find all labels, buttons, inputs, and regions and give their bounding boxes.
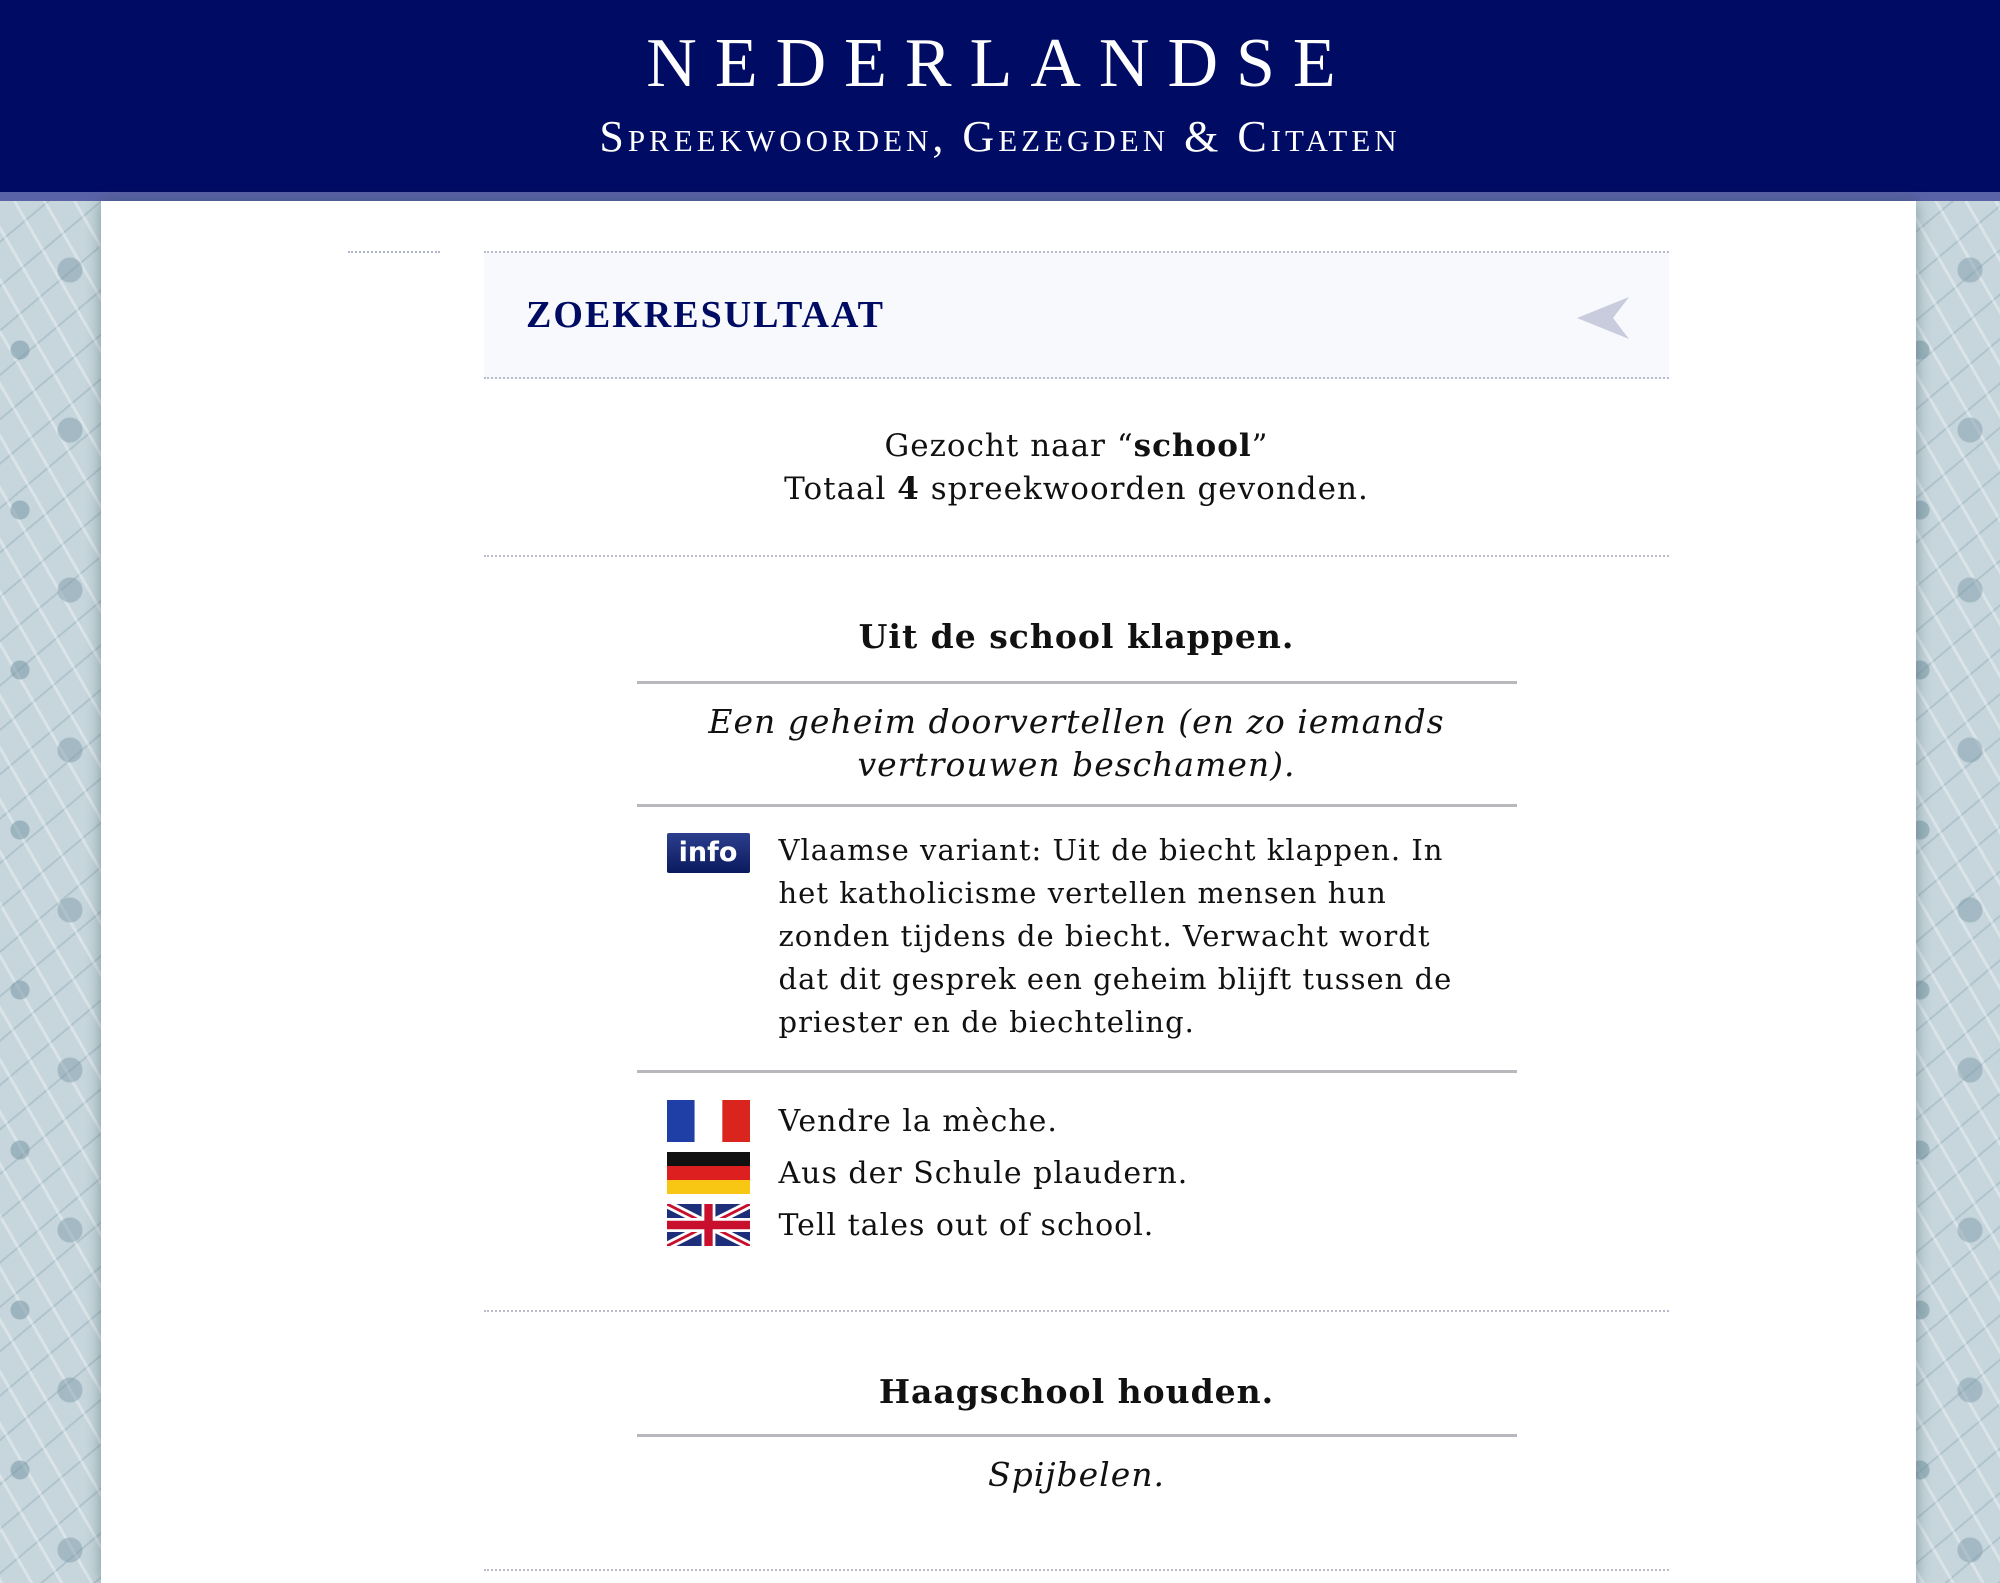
result-header [484,251,1669,379]
info-icon: info [667,833,750,873]
result-count: 4 [897,471,920,507]
proverb-meaning: Spijbelen. [988,1455,1165,1494]
translation-row [667,1147,1487,1199]
page-title: ZOEKRESULTAAT [526,294,885,336]
translation-text: Vendre la mèche. [778,1103,1058,1139]
site-subtitle: Spreekwoorden, Gezegden & Citaten [599,112,1401,161]
translations-list [667,1073,1487,1251]
back-arrow-icon[interactable] [1577,297,1629,339]
translation-row [667,1095,1487,1147]
info-text: Vlaamse variant: Uit de biecht klappen. In het katholicisme vertellen mensen hun zonden tijdens de biecht. Verwacht wordt dat dit gesprek een geheim blijft tussen de priester en de biechteling. [778,833,1453,1039]
sidebar-divider [348,251,440,253]
uk-flag-icon [667,1204,750,1246]
search-query-line: Gezocht naar “school” [884,428,1269,464]
translation-text: Tell tales out of school. [778,1207,1155,1243]
translation-row [667,1199,1487,1251]
divider [484,1569,1669,1571]
german-flag-icon [667,1152,750,1194]
proverb-entry [484,1312,1669,1569]
site-title[interactable]: NEDERLANDSE [646,25,1354,102]
proverb-entry [484,557,1669,1310]
proverb-title: Uit de school klappen. [858,617,1295,656]
translation-text: Aus der Schule plaudern. [778,1155,1189,1191]
proverb-meaning: Een geheim doorvertellen (en zo iemands vertrouwen beschamen). [708,702,1445,784]
search-total-line: Totaal 4 spreekwoorden gevonden. [784,471,1369,507]
french-flag-icon [667,1100,750,1142]
search-summary [484,379,1669,555]
search-query: school [1133,428,1252,464]
proverb-title: Haagschool houden. [878,1372,1275,1411]
main-column [484,251,1669,1571]
info-block [667,807,1487,1070]
content-panel [101,201,1916,1583]
site-header [0,0,2000,201]
